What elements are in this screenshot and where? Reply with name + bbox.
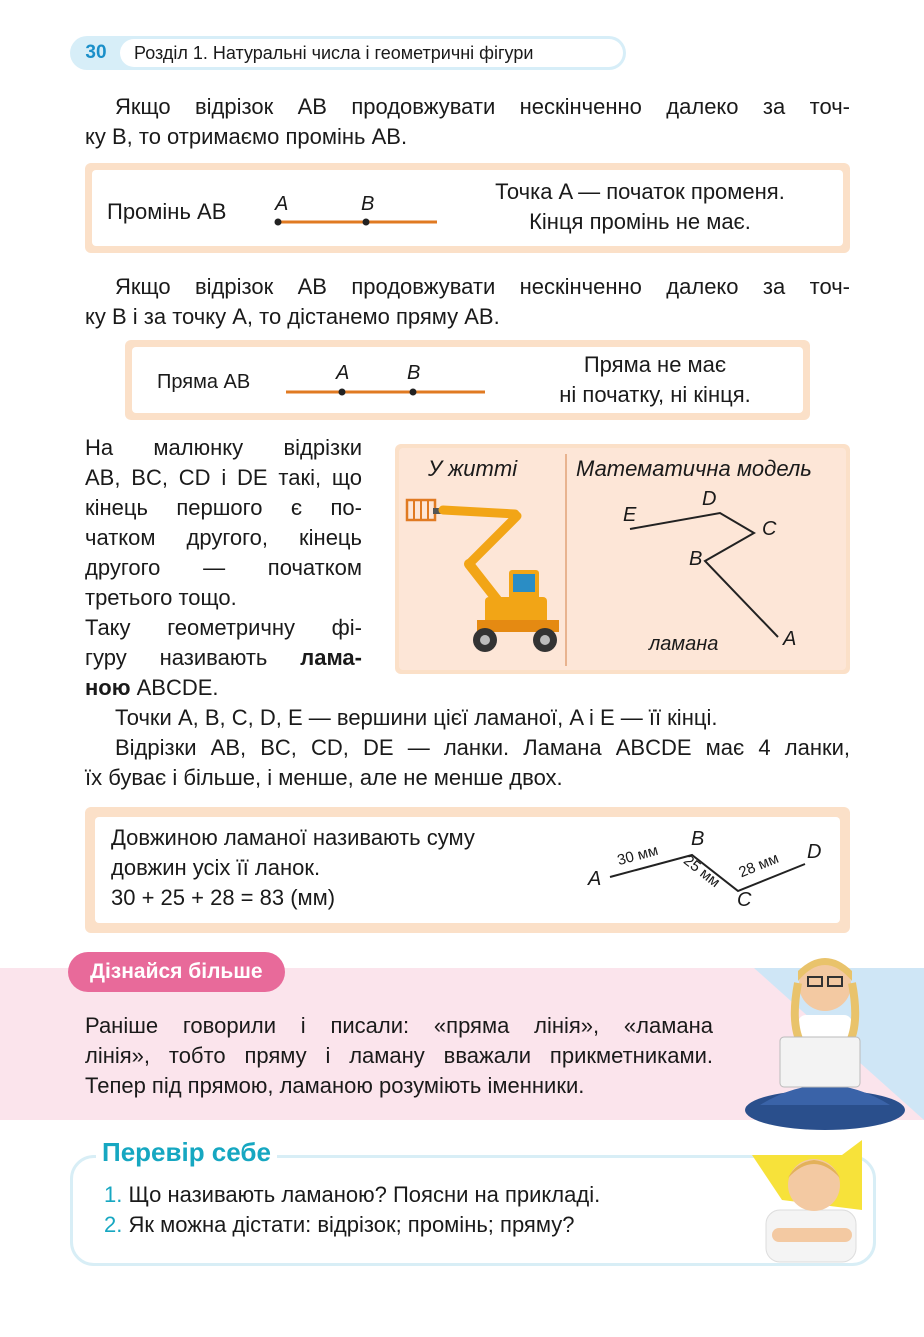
line-label: Пряма AB	[157, 371, 251, 393]
point-b: B	[689, 548, 703, 570]
para1-line1: Якщо відрізок AB продовжувати нескінченно далеко за точ-	[115, 94, 850, 119]
ray-desc-line1: Точка A — початок променя.	[495, 179, 785, 204]
line-point-b	[410, 389, 417, 396]
segment-cd-length: 28 мм	[736, 849, 782, 882]
segment-ab-length: 30 мм	[615, 841, 660, 870]
learn-more-text	[85, 1011, 713, 1101]
math-model-title: Математична модель	[576, 456, 812, 481]
ray-desc-line2: Кінця промінь не має.	[529, 209, 751, 234]
check-yourself-questions	[104, 1180, 754, 1240]
paragraph-line-intro	[85, 272, 850, 332]
paragraph-ray-intro	[85, 92, 850, 152]
para3-line: третього тощо.	[85, 585, 237, 610]
line-diagram	[283, 365, 493, 405]
question-text: Що називають ламаною? Поясни на прикладі.	[128, 1182, 601, 1207]
term-polyline: лама-	[300, 645, 362, 670]
line-label-b: B	[407, 362, 421, 384]
polyline-length-box	[85, 807, 850, 933]
polyline-caption: ламана	[649, 633, 719, 655]
point-e: E	[623, 504, 637, 526]
learn-more-line1: Раніше говорили і писали: «пряма лінія», «ламана	[85, 1013, 713, 1038]
point-d: D	[702, 488, 717, 510]
in-life-title: У житті	[428, 456, 518, 481]
chapter-title: Розділ 1. Натуральні числа і геометричні фігури	[120, 39, 623, 67]
ray-definition-box	[85, 163, 850, 253]
para3-line: другого — початком	[85, 555, 362, 580]
segment-bc-length: 25 мм	[680, 852, 724, 891]
girl-with-laptop-picture	[740, 945, 910, 1130]
ray-label-a: A	[275, 193, 289, 215]
line-desc-line2: ні початку, ні кінця.	[559, 382, 751, 407]
length-line2: довжин усіх її ланок.	[111, 855, 321, 880]
polyline-illustration	[395, 444, 850, 674]
question-item	[104, 1210, 754, 1240]
page-number: 30	[85, 42, 107, 63]
para3-line: гуру називають	[85, 645, 301, 670]
illustration-divider	[565, 454, 567, 666]
length-formula: 30 + 25 + 28 = 83 (мм)	[111, 885, 336, 910]
para4-line1: Точки A, B, C, D, E — вершини цієї ламаної, A і E — її кінці.	[115, 705, 718, 730]
polyline-edcba	[630, 513, 778, 637]
length-point-c: C	[737, 889, 752, 911]
length-line1: Довжиною ламаної називають суму	[111, 825, 475, 850]
ray-point-b	[363, 219, 370, 226]
length-definition	[111, 823, 581, 913]
para4-line2: Відрізки AB, BC, CD, DE — ланки. Ламана ABCDE має 4 ланки,	[115, 735, 850, 760]
line-point-a	[339, 389, 346, 396]
learn-more-line3: Тепер під прямою, ламаною розуміють іменники.	[85, 1073, 585, 1098]
para2-line1: Якщо відрізок AB продовжувати нескінченно далеко за точ-	[115, 274, 850, 299]
line-definition-box	[125, 340, 810, 420]
line-desc-line1: Пряма не має	[583, 352, 727, 377]
para4-line3: їх буває і більше, і менше, але не менше двох.	[85, 765, 563, 790]
learn-more-title: Дізнайся більше	[68, 952, 285, 992]
para3-line: AB, BC, CD і DE такі, що	[85, 465, 362, 490]
question-item	[104, 1180, 754, 1210]
point-c: C	[762, 518, 777, 540]
polyline-model-diagram	[620, 499, 820, 649]
para3-line: Таку геометричну фі-	[85, 615, 362, 640]
ray-description	[460, 177, 820, 237]
ray-label-b: B	[361, 193, 375, 215]
question-number: 2.	[104, 1212, 123, 1237]
question-number: 1.	[104, 1182, 123, 1207]
para3-line: ABCDE.	[130, 675, 219, 700]
length-point-b: B	[691, 828, 705, 850]
aerial-lift-picture	[405, 492, 560, 657]
boy-picture	[752, 1140, 867, 1265]
ray-diagram	[265, 188, 445, 238]
para2-line2: ку B і за точку A, то дістанемо пряму AB.	[85, 304, 500, 329]
page-header	[70, 36, 626, 70]
paragraph-vertices	[85, 703, 850, 793]
length-point-d: D	[807, 841, 822, 863]
question-text: Як можна дістати: відрізок; промінь; пряму?	[128, 1212, 575, 1237]
para3-line: чатком другого, кінець	[85, 525, 362, 550]
line-label-a: A	[336, 362, 350, 384]
length-point-a: A	[588, 868, 602, 890]
line-description	[525, 350, 785, 410]
para3-line: На малюнку відрізки	[85, 435, 362, 460]
para3-line: кінець першого є по-	[85, 495, 362, 520]
ray-label: Промінь AB	[107, 199, 227, 224]
point-a: A	[783, 628, 797, 650]
term-polyline-end: ною	[85, 675, 131, 700]
paragraph-polyline-intro	[85, 433, 362, 703]
learn-more-line2: лінія», тобто пряму і ламану вважали прикметниками.	[85, 1043, 713, 1068]
para1-line2: ку B, то отримаємо промінь AB.	[85, 124, 408, 149]
ray-point-a	[275, 219, 282, 226]
check-yourself-title: Перевір себе	[96, 1134, 277, 1170]
